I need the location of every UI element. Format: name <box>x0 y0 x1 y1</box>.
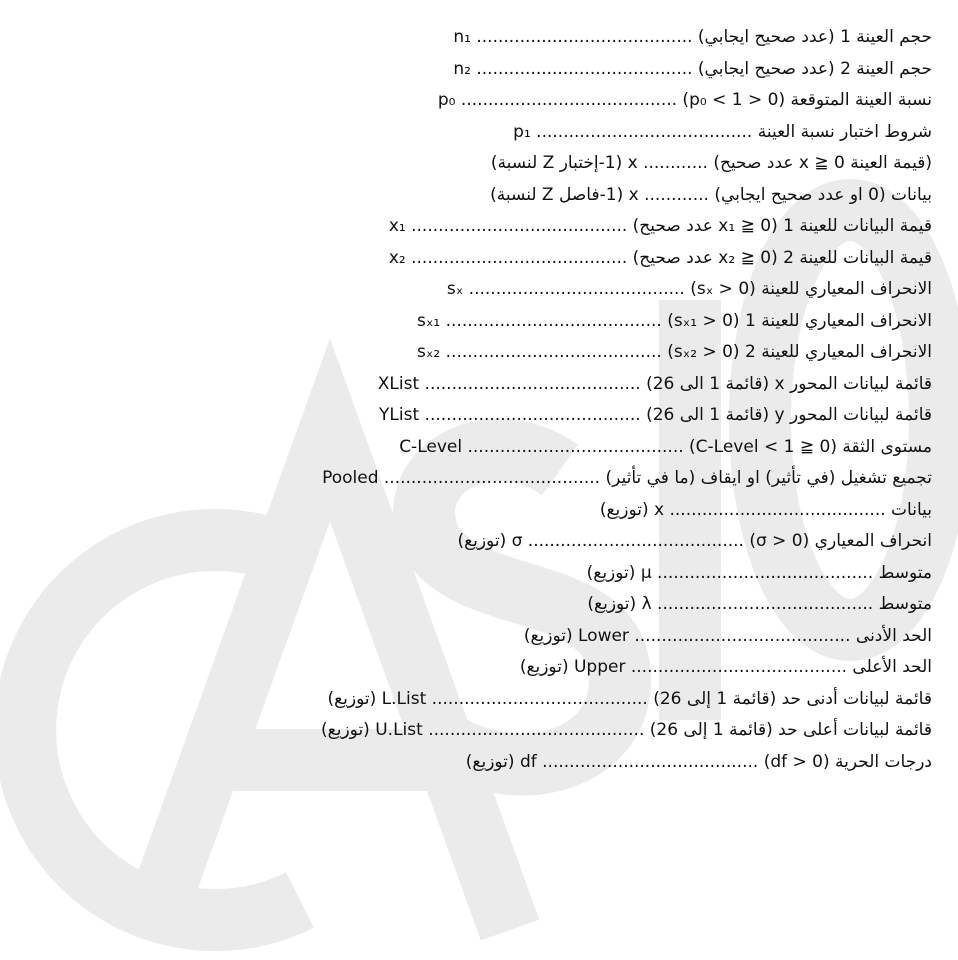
parameter-text: شروط اختبار نسبة العينة ........................................ p₁ <box>513 121 932 142</box>
parameter-text: قائمة لبيانات أدنى حد (قائمة 1 إلى 26) ........................................ L.List (توزيع) <box>327 688 932 709</box>
parameter-text: بيانات ........................................ x (توزيع) <box>599 499 932 520</box>
parameter-text: (قيمة العينة 0 ≦ x عدد صحيح) ............ x (1-إختبار Z لنسبة) <box>490 153 932 173</box>
parameter-text: درجات الحرية (df > 0) ........................................ df (توزيع) <box>465 751 932 772</box>
parameter-text: الحد الأعلى ........................................ Upper (توزيع) <box>519 657 932 677</box>
parameter-row <box>22 589 932 621</box>
parameter-text: متوسط ........................................ λ (توزيع) <box>587 594 932 614</box>
parameter-text: حجم العينة 1 (عدد صحيح ايجابي) ........................................ n₁ <box>453 27 932 47</box>
parameter-row <box>22 22 932 54</box>
parameter-text: قائمة لبيانات المحور x (قائمة 1 الى 26) ........................................ XList <box>377 373 932 394</box>
parameter-row <box>22 117 932 149</box>
parameter-text: الانحراف المعياري للعينة (sₓ > 0) ........................................ sₓ <box>446 279 932 299</box>
parameter-row <box>22 337 932 369</box>
parameter-text: متوسط ........................................ μ (توزيع) <box>586 562 932 583</box>
parameter-row <box>22 715 932 747</box>
parameter-text: قائمة لبيانات المحور y (قائمة 1 الى 26) ........................................ YList <box>379 405 932 425</box>
parameter-text: انحراف المعياري (σ > 0) ........................................ σ (توزيع) <box>457 531 932 551</box>
parameter-row <box>22 432 932 464</box>
parameter-text: حجم العينة 2 (عدد صحيح ايجابي) ........................................ n₂ <box>453 58 932 79</box>
parameter-row <box>22 495 932 527</box>
parameter-text: مستوى الثقة (0 ≦ C-Level < 1) ........................................ C-Level <box>399 436 932 457</box>
parameter-row <box>22 747 932 779</box>
parameter-text: قيمة البيانات للعينة 1 (0 ≦ x₁ عدد صحيح) ........................................ x₁ <box>388 216 932 236</box>
parameter-row <box>22 85 932 117</box>
parameter-list <box>22 22 932 778</box>
parameter-row <box>22 526 932 558</box>
parameter-row <box>22 652 932 684</box>
parameter-row <box>22 274 932 306</box>
parameter-row <box>22 211 932 243</box>
parameter-row <box>22 148 932 180</box>
parameter-text: قيمة البيانات للعينة 2 (0 ≦ x₂ عدد صحيح) ........................................ x₂ <box>388 247 932 268</box>
parameter-text: الحد الأدنى ........................................ Lower (توزيع) <box>523 625 932 646</box>
parameter-row <box>22 369 932 401</box>
parameter-text: تجميع تشغيل (في تأثير) او ايقاف (ما في تأثير) ........................................ Pooled <box>322 468 932 488</box>
parameter-text: نسبة العينة المتوقعة (0 < p₀ < 1) ........................................ p₀ <box>437 90 932 110</box>
parameter-text: قائمة لبيانات أعلى حد (قائمة 1 إلى 26) ........................................ U.List (توزيع) <box>321 720 932 740</box>
parameter-row <box>22 558 932 590</box>
parameter-row <box>22 243 932 275</box>
parameter-row <box>22 684 932 716</box>
parameter-row <box>22 180 932 212</box>
parameter-row <box>22 400 932 432</box>
parameter-row <box>22 463 932 495</box>
parameter-text: الانحراف المعياري للعينة 2 (sₓ₂ > 0) ........................................ sₓ₂ <box>417 342 932 362</box>
parameter-row <box>22 306 932 338</box>
parameter-text: بيانات (0 او عدد صحيح ايجابي) ............ x (1-فاصل Z لنسبة) <box>490 184 932 205</box>
parameter-row <box>22 621 932 653</box>
parameter-row <box>22 54 932 86</box>
parameter-text: الانحراف المعياري للعينة 1 (sₓ₁ > 0) ........................................ sₓ₁ <box>417 310 932 331</box>
